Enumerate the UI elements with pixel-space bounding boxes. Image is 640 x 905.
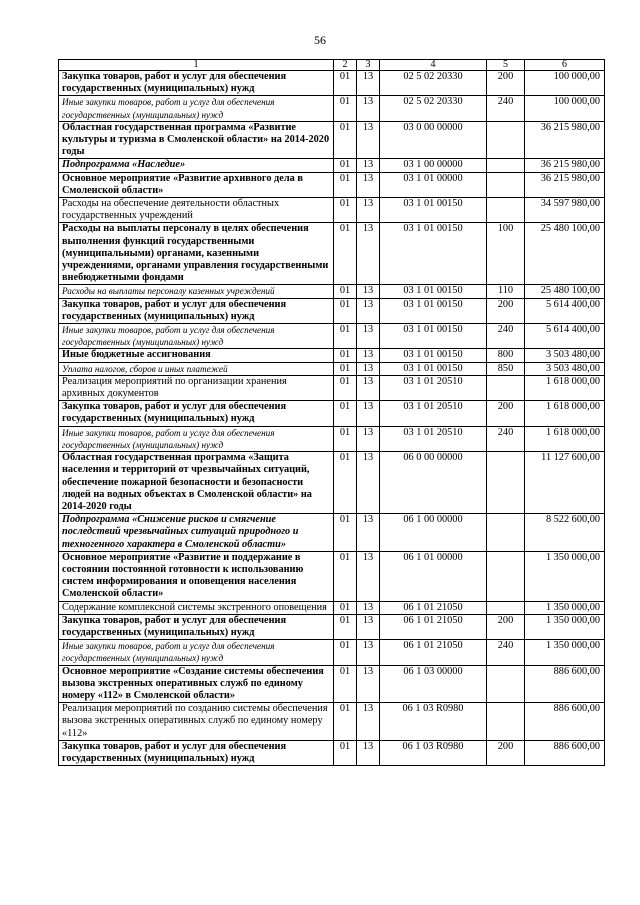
subsection-code-cell: 13 (357, 298, 380, 323)
amount-cell: 1 350 000,00 (525, 614, 605, 639)
table-row (59, 740, 605, 765)
table-row (59, 514, 605, 552)
expense-type-cell (487, 703, 525, 741)
target-article-cell: 06 1 01 21050 (380, 614, 487, 639)
row-name-cell: Закупка товаров, работ и услуг для обеспечения государственных (муниципальных) нужд (59, 298, 334, 323)
expense-type-cell (487, 551, 525, 601)
section-code-cell: 01 (334, 401, 357, 426)
table-row (59, 614, 605, 639)
row-name-cell: Иные закупки товаров, работ и услуг для обеспечения государственных (муниципальных) нужд (59, 426, 334, 451)
row-name-cell: Закупка товаров, работ и услуг для обеспечения государственных (муниципальных) нужд (59, 740, 334, 765)
table-row (59, 349, 605, 362)
section-code-cell: 01 (334, 71, 357, 96)
amount-cell: 886 600,00 (525, 703, 605, 741)
target-article-cell: 06 1 01 21050 (380, 601, 487, 614)
expense-type-cell: 240 (487, 426, 525, 451)
target-article-cell: 03 0 00 00000 (380, 121, 487, 159)
subsection-code-cell: 13 (357, 349, 380, 362)
section-code-cell: 01 (334, 349, 357, 362)
subsection-code-cell: 13 (357, 452, 380, 514)
target-article-cell: 03 1 01 00150 (380, 198, 487, 223)
subsection-code-cell: 13 (357, 362, 380, 375)
expense-type-cell: 800 (487, 349, 525, 362)
target-article-cell: 03 1 01 00150 (380, 285, 487, 298)
section-code-cell: 01 (334, 362, 357, 375)
target-article-cell: 03 1 01 20510 (380, 401, 487, 426)
amount-cell: 3 503 480,00 (525, 362, 605, 375)
section-code-cell: 01 (334, 223, 357, 285)
section-code-cell: 01 (334, 159, 357, 172)
expense-type-cell (487, 198, 525, 223)
section-code-cell: 01 (334, 452, 357, 514)
target-article-cell: 06 1 01 00000 (380, 551, 487, 601)
table-row (59, 601, 605, 614)
row-name-cell: Расходы на выплаты персоналу в целях обеспечения выполнения функций государственными (муниципальными) органами, казенными учреждениями, органами управления государственными внебюджетными фондами (59, 223, 334, 285)
amount-cell: 36 215 980,00 (525, 172, 605, 197)
subsection-code-cell: 13 (357, 426, 380, 451)
target-article-cell: 03 1 01 20510 (380, 426, 487, 451)
budget-table (58, 59, 605, 766)
row-name-cell: Областная государственная программа «Развитие культуры и туризма в Смоленской области» на 2014-2020 годы (59, 121, 334, 159)
amount-cell: 5 614 400,00 (525, 324, 605, 349)
expense-type-cell: 240 (487, 324, 525, 349)
subsection-code-cell: 13 (357, 159, 380, 172)
subsection-code-cell: 13 (357, 551, 380, 601)
expense-type-cell (487, 172, 525, 197)
table-row (59, 159, 605, 172)
amount-cell: 5 614 400,00 (525, 298, 605, 323)
subsection-code-cell: 13 (357, 375, 380, 400)
table-row (59, 375, 605, 400)
subsection-code-cell: 13 (357, 198, 380, 223)
table-row (59, 362, 605, 375)
amount-cell: 36 215 980,00 (525, 159, 605, 172)
expense-type-cell: 200 (487, 71, 525, 96)
expense-type-cell (487, 159, 525, 172)
table-row (59, 551, 605, 601)
amount-cell: 3 503 480,00 (525, 349, 605, 362)
amount-cell: 36 215 980,00 (525, 121, 605, 159)
row-name-cell: Основное мероприятие «Создание системы обеспечения вызова экстренных оперативных служб по единому номеру «112» в Смоленской области» (59, 665, 334, 703)
row-name-cell: Основное мероприятие «Развитие архивного дела в Смоленской области» (59, 172, 334, 197)
row-name-cell: Иные закупки товаров, работ и услуг для обеспечения государственных (муниципальных) нужд (59, 640, 334, 665)
table-header-row (59, 60, 605, 71)
row-name-cell: Закупка товаров, работ и услуг для обеспечения государственных (муниципальных) нужд (59, 614, 334, 639)
amount-cell: 1 618 000,00 (525, 401, 605, 426)
section-code-cell: 01 (334, 198, 357, 223)
subsection-code-cell: 13 (357, 172, 380, 197)
row-name-cell: Иные закупки товаров, работ и услуг для обеспечения государственных (муниципальных) нужд (59, 96, 334, 121)
subsection-code-cell: 13 (357, 514, 380, 552)
row-name-cell: Подпрограмма «Снижение рисков и смягчение последствий чрезвычайных ситуаций природного и техногенного характера в Смоленской области» (59, 514, 334, 552)
section-code-cell: 01 (334, 665, 357, 703)
amount-cell: 1 618 000,00 (525, 375, 605, 400)
expense-type-cell (487, 121, 525, 159)
subsection-code-cell: 13 (357, 601, 380, 614)
amount-cell: 886 600,00 (525, 740, 605, 765)
table-row (59, 665, 605, 703)
target-article-cell: 03 1 01 00000 (380, 172, 487, 197)
section-code-cell: 01 (334, 121, 357, 159)
column-header: 5 (487, 60, 525, 71)
subsection-code-cell: 13 (357, 324, 380, 349)
expense-type-cell: 240 (487, 96, 525, 121)
expense-type-cell (487, 514, 525, 552)
expense-type-cell (487, 665, 525, 703)
table-row (59, 452, 605, 514)
row-name-cell: Уплата налогов, сборов и иных платежей (59, 362, 334, 375)
target-article-cell: 06 1 01 21050 (380, 640, 487, 665)
expense-type-cell (487, 452, 525, 514)
subsection-code-cell: 13 (357, 96, 380, 121)
section-code-cell: 01 (334, 740, 357, 765)
column-header: 4 (380, 60, 487, 71)
subsection-code-cell: 13 (357, 285, 380, 298)
section-code-cell: 01 (334, 375, 357, 400)
amount-cell: 34 597 980,00 (525, 198, 605, 223)
amount-cell: 886 600,00 (525, 665, 605, 703)
expense-type-cell: 200 (487, 298, 525, 323)
section-code-cell: 01 (334, 601, 357, 614)
section-code-cell: 01 (334, 551, 357, 601)
table-row (59, 71, 605, 96)
table-row (59, 703, 605, 741)
expense-type-cell: 200 (487, 614, 525, 639)
table-row (59, 298, 605, 323)
column-header: 3 (357, 60, 380, 71)
expense-type-cell (487, 601, 525, 614)
expense-type-cell: 850 (487, 362, 525, 375)
section-code-cell: 01 (334, 324, 357, 349)
section-code-cell: 01 (334, 172, 357, 197)
row-name-cell: Закупка товаров, работ и услуг для обеспечения государственных (муниципальных) нужд (59, 401, 334, 426)
amount-cell: 11 127 600,00 (525, 452, 605, 514)
table-row (59, 223, 605, 285)
subsection-code-cell: 13 (357, 614, 380, 639)
section-code-cell: 01 (334, 703, 357, 741)
expense-type-cell (487, 375, 525, 400)
amount-cell: 1 350 000,00 (525, 640, 605, 665)
column-header: 2 (334, 60, 357, 71)
subsection-code-cell: 13 (357, 121, 380, 159)
target-article-cell: 06 1 03 R0980 (380, 740, 487, 765)
expense-type-cell: 200 (487, 740, 525, 765)
section-code-cell: 01 (334, 514, 357, 552)
section-code-cell: 01 (334, 298, 357, 323)
row-name-cell: Расходы на выплаты персоналу казенных учреждений (59, 285, 334, 298)
column-header: 1 (59, 60, 334, 71)
section-code-cell: 01 (334, 285, 357, 298)
expense-type-cell: 110 (487, 285, 525, 298)
row-name-cell: Иные закупки товаров, работ и услуг для обеспечения государственных (муниципальных) нужд (59, 324, 334, 349)
target-article-cell: 03 1 01 00150 (380, 349, 487, 362)
subsection-code-cell: 13 (357, 401, 380, 426)
subsection-code-cell: 13 (357, 740, 380, 765)
section-code-cell: 01 (334, 426, 357, 451)
amount-cell: 25 480 100,00 (525, 223, 605, 285)
table-row (59, 640, 605, 665)
table-row (59, 401, 605, 426)
amount-cell: 1 350 000,00 (525, 601, 605, 614)
table-row (59, 172, 605, 197)
amount-cell: 8 522 600,00 (525, 514, 605, 552)
expense-type-cell: 100 (487, 223, 525, 285)
amount-cell: 25 480 100,00 (525, 285, 605, 298)
row-name-cell: Иные бюджетные ассигнования (59, 349, 334, 362)
target-article-cell: 06 1 03 R0980 (380, 703, 487, 741)
row-name-cell: Реализация мероприятий по созданию системы обеспечения вызова экстренных оперативных служб по единому номеру «112» (59, 703, 334, 741)
page-number: 56 (314, 33, 326, 47)
expense-type-cell: 240 (487, 640, 525, 665)
table-row (59, 324, 605, 349)
target-article-cell: 03 1 01 20510 (380, 375, 487, 400)
target-article-cell: 03 1 01 00150 (380, 324, 487, 349)
table-row (59, 285, 605, 298)
subsection-code-cell: 13 (357, 665, 380, 703)
amount-cell: 1 618 000,00 (525, 426, 605, 451)
expense-type-cell: 200 (487, 401, 525, 426)
section-code-cell: 01 (334, 96, 357, 121)
section-code-cell: 01 (334, 614, 357, 639)
row-name-cell: Закупка товаров, работ и услуг для обеспечения государственных (муниципальных) нужд (59, 71, 334, 96)
target-article-cell: 06 1 03 00000 (380, 665, 487, 703)
row-name-cell: Областная государственная программа «Защита населения и территорий от чрезвычайных ситуаций, обеспечение пожарной безопасности и безопасности людей на водных объектах в Смоленской области» на 2014-2020 годы (59, 452, 334, 514)
target-article-cell: 03 1 00 00000 (380, 159, 487, 172)
target-article-cell: 03 1 01 00150 (380, 362, 487, 375)
table-row (59, 198, 605, 223)
amount-cell: 100 000,00 (525, 71, 605, 96)
table-row (59, 96, 605, 121)
subsection-code-cell: 13 (357, 703, 380, 741)
row-name-cell: Расходы на обеспечение деятельности областных государственных учреждений (59, 198, 334, 223)
subsection-code-cell: 13 (357, 71, 380, 96)
subsection-code-cell: 13 (357, 640, 380, 665)
row-name-cell: Основное мероприятие «Развитие и поддержание в состоянии постоянной готовности к использованию систем информирования и оповещения населения Смоленской области» (59, 551, 334, 601)
table-row (59, 426, 605, 451)
section-code-cell: 01 (334, 640, 357, 665)
amount-cell: 1 350 000,00 (525, 551, 605, 601)
row-name-cell: Содержание комплексной системы экстренного оповещения (59, 601, 334, 614)
column-header: 6 (525, 60, 605, 71)
row-name-cell: Подпрограмма «Наследие» (59, 159, 334, 172)
subsection-code-cell: 13 (357, 223, 380, 285)
target-article-cell: 02 5 02 20330 (380, 71, 487, 96)
target-article-cell: 03 1 01 00150 (380, 223, 487, 285)
amount-cell: 100 000,00 (525, 96, 605, 121)
target-article-cell: 03 1 01 00150 (380, 298, 487, 323)
target-article-cell: 06 0 00 00000 (380, 452, 487, 514)
row-name-cell: Реализация мероприятий по организации хранения архивных документов (59, 375, 334, 400)
target-article-cell: 06 1 00 00000 (380, 514, 487, 552)
table-row (59, 121, 605, 159)
target-article-cell: 02 5 02 20330 (380, 96, 487, 121)
